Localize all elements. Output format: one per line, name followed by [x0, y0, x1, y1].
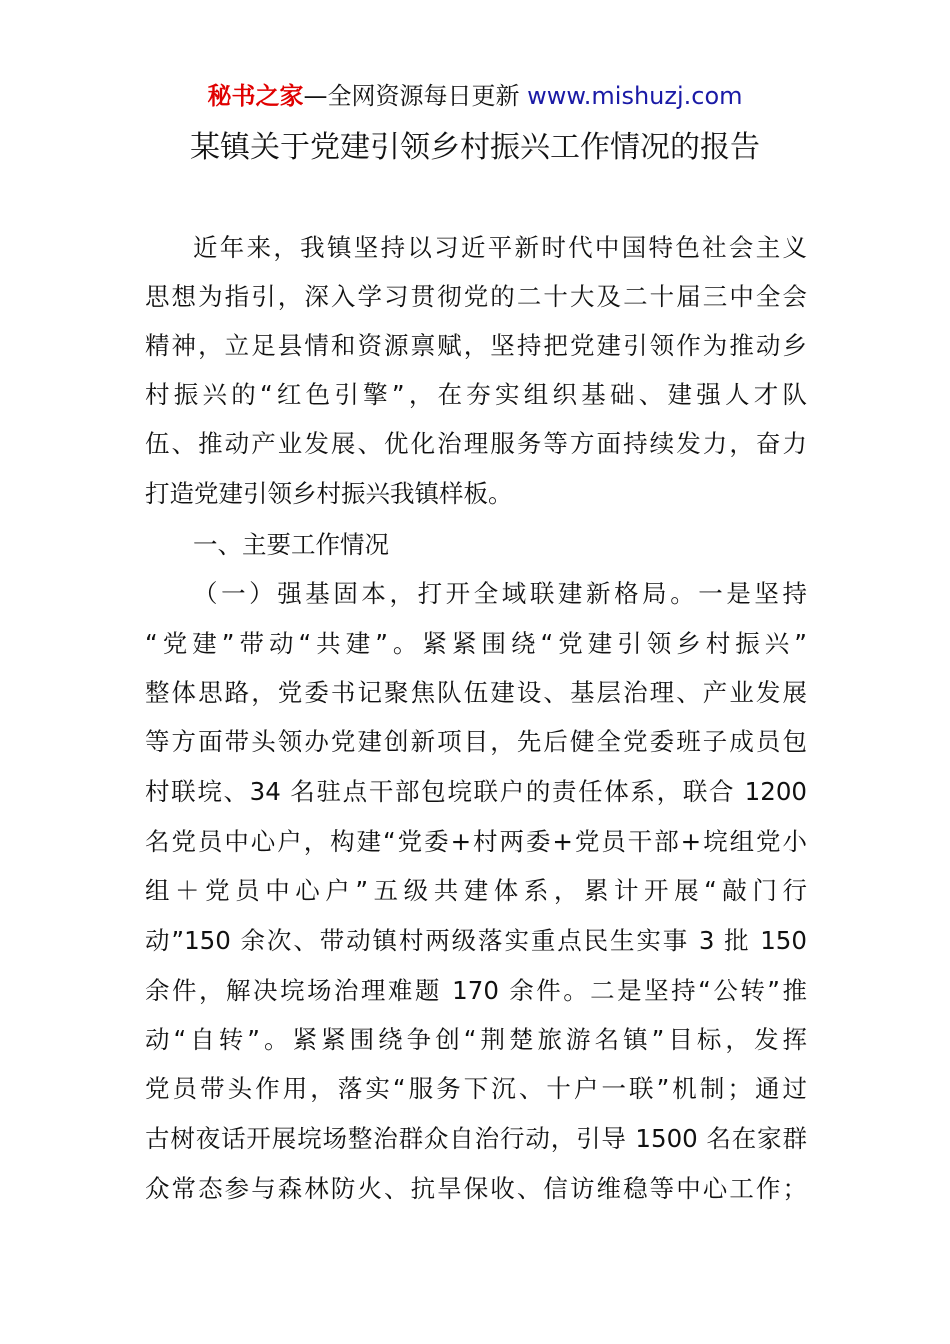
header-tagline: —全网资源每日更新: [303, 82, 520, 110]
paragraph-line: 思想为指引，深入学习贯彻党的二十大及二十届三中全会: [145, 282, 807, 311]
paragraph-line: 余件，解决垸场治理难题 170 余件。二是坚持“公转”推: [145, 976, 807, 1005]
paragraph-line: 等方面带头领办党建创新项目，先后健全党委班子成员包: [145, 727, 807, 756]
paragraph-line: 组＋党员中心户”五级共建体系，累计开展“敲门行: [145, 876, 807, 905]
site-header: [0, 80, 950, 112]
brand-name: 秘书之家: [207, 82, 304, 110]
paragraph-line: 众常态参与森林防火、抗旱保收、信访维稳等中心工作；: [145, 1174, 807, 1203]
site-url-link[interactable]: www.mishuzj.com: [527, 82, 743, 110]
paragraph-line: 村联垸、34 名驻点干部包垸联户的责任体系，联合 1200: [145, 777, 807, 806]
paragraph-line: 动”150 余次、带动镇村两级落实重点民生实事 3 批 150: [145, 926, 807, 955]
section-heading: 一、主要工作情况: [193, 530, 389, 559]
paragraph-line: 村振兴的“红色引擎”，在夯实组织基础、建强人才队: [145, 380, 807, 409]
paragraph-line: 整体思路，党委书记聚焦队伍建设、基层治理、产业发展: [145, 678, 807, 707]
paragraph-line: 近年来，我镇坚持以习近平新时代中国特色社会主义: [193, 233, 807, 262]
document-title: 某镇关于党建引领乡村振兴工作情况的报告: [190, 130, 760, 165]
paragraph-line: （一）强基固本，打开全域联建新格局。一是坚持: [193, 579, 807, 608]
paragraph-line: 动“自转”。紧紧围绕争创“荆楚旅游名镇”目标，发挥: [145, 1025, 807, 1054]
paragraph-line: 党员带头作用，落实“服务下沉、十户一联”机制；通过: [145, 1074, 807, 1103]
paragraph-line: “党建”带动“共建”。紧紧围绕“党建引领乡村振兴”: [145, 629, 807, 658]
paragraph-line: 打造党建引领乡村振兴我镇样板。: [145, 479, 513, 508]
paragraph-line: 古树夜话开展垸场整治群众自治行动，引导 1500 名在家群: [145, 1124, 807, 1153]
paragraph-line: 伍、推动产业发展、优化治理服务等方面持续发力，奋力: [145, 429, 807, 458]
paragraph-line: 名党员中心户，构建“党委+村两委+党员干部+垸组党小: [145, 827, 807, 856]
paragraph-line: 精神，立足县情和资源禀赋，坚持把党建引领作为推动乡: [145, 331, 807, 360]
